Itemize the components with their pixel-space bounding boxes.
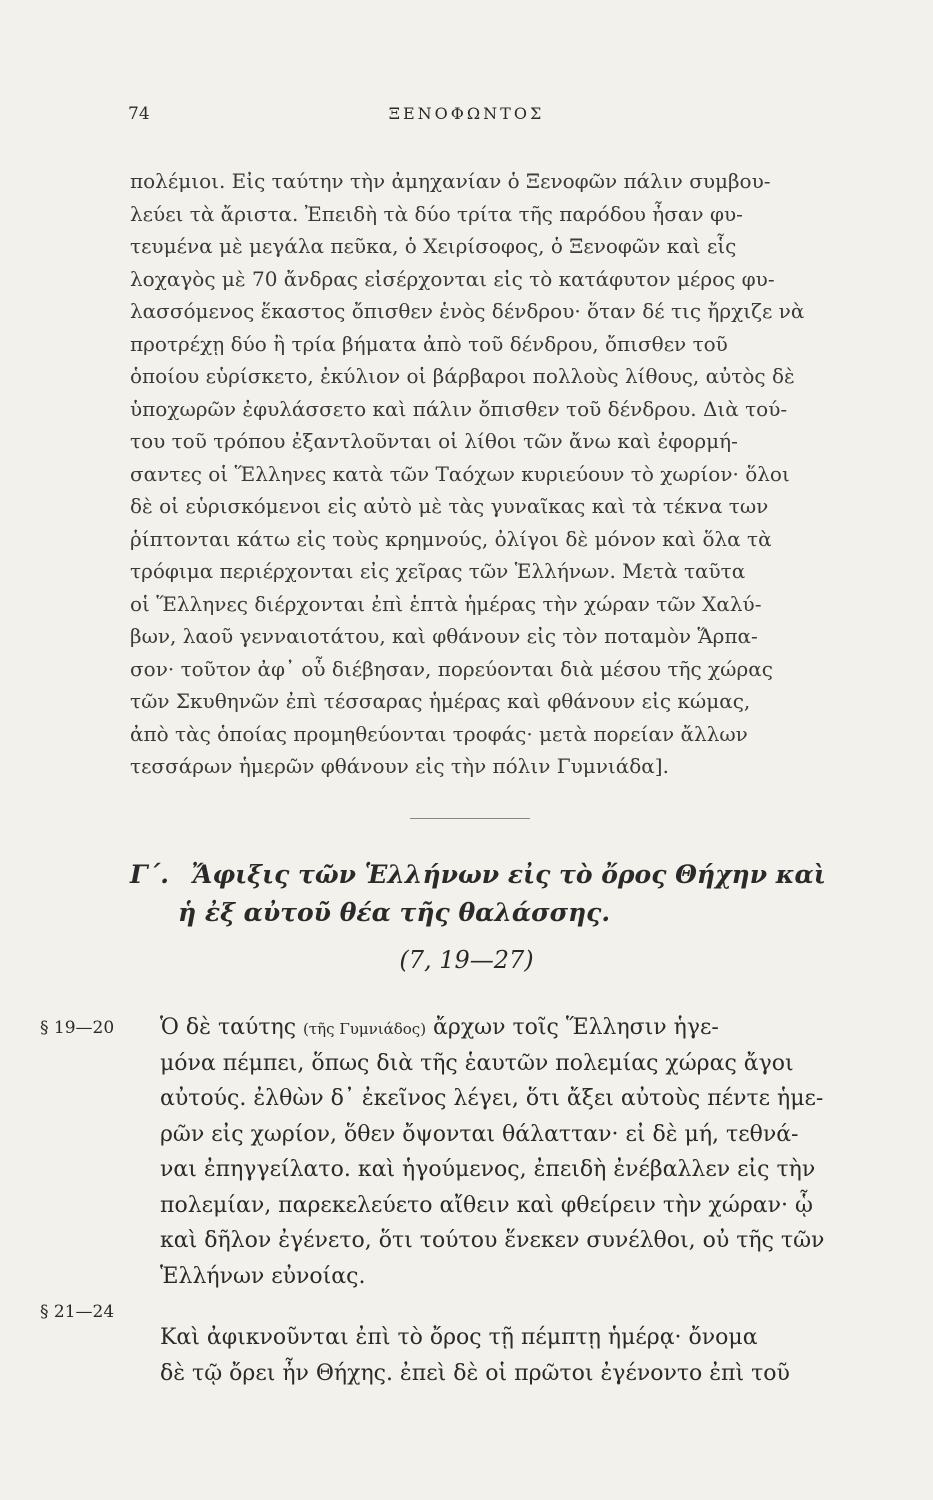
main-line: αὐτούς. ἐλθὼν δ᾽ ἐκεῖνος λέγει, ὅτι ἄξει αὐτοὺς πέντε ἡμε- — [160, 1086, 824, 1111]
commentary-line: δὲ οἱ εὑρισκόμενοι εἰς αὐτὸ μὲ τὰς γυναῖκας καὶ τὰ τέκνα των — [130, 494, 769, 518]
commentary-line: ὁποίου εὑρίσκετο, ἐκύλιον οἱ βάρβαροι πολλοὺς λίθους, αὐτὸς δὲ — [130, 364, 795, 388]
commentary-line: προτρέχῃ δύο ἢ τρία βήματα ἀπὸ τοῦ δένδρου, ὄπισθεν τοῦ — [130, 331, 728, 356]
section-heading — [130, 860, 830, 889]
commentary-line: του τοῦ τρόπου ἐξαντλοῦνται οἱ λίθοι τῶν ἄνω καὶ ἐφορμή- — [130, 429, 738, 453]
running-title: ΞΕΝΟΦΩΝΤΟΣ — [388, 104, 545, 123]
commentary-line: λοχαγὸς μὲ 70 ἄνδρας εἰσέρχονται εἰς τὸ κατάφυτον μέρος φυ- — [130, 266, 775, 291]
commentary-block — [130, 165, 830, 783]
main-line: πολεμίαν, παρεκελεύετο αἴθειν καὶ φθείρειν τὴν χώραν· ᾧ — [160, 1192, 813, 1218]
commentary-line: ὑποχωρῶν ἐφυλάσσετο καὶ πάλιν ὄπισθεν τοῦ δένδρου. Διὰ τού- — [130, 396, 788, 421]
main-line: δὲ τῷ ὄρει ἦν Θήχης. ἐπεὶ δὲ οἱ πρῶτοι ἐγένοντο ἐπὶ τοῦ — [160, 1360, 790, 1386]
section-title-line-2: ἡ ἐξ αὐτοῦ θέα τῆς θαλάσσης. — [178, 898, 611, 927]
main-line: μόνα πέμπει, ὅπως διὰ τῆς ἑαυτῶν πολεμίας χώρας ἄγοι — [160, 1050, 794, 1076]
commentary-line: ἀπὸ τὰς ὁποίας προμηθεύονται τροφάς· μετὰ πορείαν ἄλλων — [130, 721, 748, 746]
page-number: 74 — [128, 104, 150, 124]
section-letter: Γ´. — [130, 860, 169, 889]
commentary-line: λασσόμενος ἕκαστος ὄπισθεν ἑνὸς δένδρου· ὅταν δέ τις ἤρχιζε νὰ — [130, 299, 805, 323]
commentary-line: οἱ Ἕλληνες διέρχονται ἐπὶ ἑπτὰ ἡμέρας τὴν χώραν τῶν Χαλύ- — [130, 591, 762, 616]
commentary-line: τρόφιμα περιέρχονται εἰς χεῖρας τῶν Ἑλλήνων. Μετὰ ταῦτα — [130, 559, 746, 583]
commentary-line: σαντες οἱ Ἕλληνες κατὰ τῶν Ταόχων κυριεύουν τὸ χωρίον· ὅλοι — [130, 461, 790, 486]
main-line-start: Ὁ δὲ ταύτης — [160, 1015, 304, 1040]
main-line-end: ἄρχων τοῖς Ἕλλησιν ἡγε- — [426, 1015, 719, 1040]
commentary-line: σον· τοῦτον ἀφ᾽ οὗ διέβησαν, πορεύονται διὰ μέσου τῆς χώρας — [130, 656, 773, 681]
running-head — [0, 104, 933, 134]
margin-section-ref: § 19—20 — [40, 1018, 115, 1038]
commentary-line: τευμένα μὲ μεγάλα πεῦκα, ὁ Χειρίσοφος, ὁ Ξενοφῶν καὶ εἷς — [130, 234, 737, 258]
main-line: ρῶν εἰς χωρίον, ὅθεν ὄψονται θάλατταν· εἰ δὲ μή, τεθνά- — [160, 1121, 799, 1147]
commentary-line: τεσσάρων ἡμερῶν φθάνουν εἰς τὴν πόλιν Γυμνιάδα]. — [130, 754, 669, 778]
commentary-line: ῥίπτονται κάτω εἰς τοὺς κρημνούς, ὀλίγοι δὲ μόνον καὶ ὅλα τὰ — [130, 526, 772, 551]
commentary-line: πολέμιοι. Εἰς ταύτην τὴν ἀμηχανίαν ὁ Ξενοφῶν πάλιν συμβου- — [130, 169, 771, 193]
section-chapter-ref: (7, 19—27) — [399, 946, 534, 974]
section-divider — [410, 818, 530, 819]
section-title-line-1: Ἄφιξις τῶν Ἑλλήνων εἰς τὸ ὄρος Θήχην καὶ — [191, 860, 826, 889]
commentary-line: τῶν Σκυθηνῶν ἐπὶ τέσσαρας ἡμέρας καὶ φθάνουν εἰς κώμας, — [130, 689, 751, 713]
commentary-line: λεύει τὰ ἄριστα. Ἐπειδὴ τὰ δύο τρίτα τῆς παρόδου ἦσαν φυ- — [130, 201, 743, 226]
main-line: καὶ δῆλον ἐγένετο, ὅτι τούτου ἕνεκεν συνέλθοι, οὐ τῆς τῶν — [160, 1228, 825, 1253]
inline-gloss: (τῆς Γυμνιάδος) — [303, 1020, 427, 1038]
commentary-line: βων, λαοῦ γενναιοτάτου, καὶ φθάνουν εἰς τὸν ποταμὸν Ἅρπα- — [130, 624, 758, 648]
margin-section-ref: § 21—24 — [40, 1302, 115, 1322]
main-line: Ἑλλήνων εὐνοίας. — [160, 1263, 366, 1289]
main-text — [160, 1010, 832, 1391]
paragraph-gap — [160, 1294, 832, 1320]
main-line: ναι ἐπηγγείλατο. καὶ ἡγούμενος, ἐπειδὴ ἐνέβαλλεν εἰς τὴν — [160, 1157, 816, 1182]
main-line — [160, 1010, 832, 1046]
main-line: Καὶ ἀφικνοῦνται ἐπὶ τὸ ὄρος τῇ πέμπτῃ ἡμέρᾳ· ὄνομα — [160, 1325, 758, 1350]
